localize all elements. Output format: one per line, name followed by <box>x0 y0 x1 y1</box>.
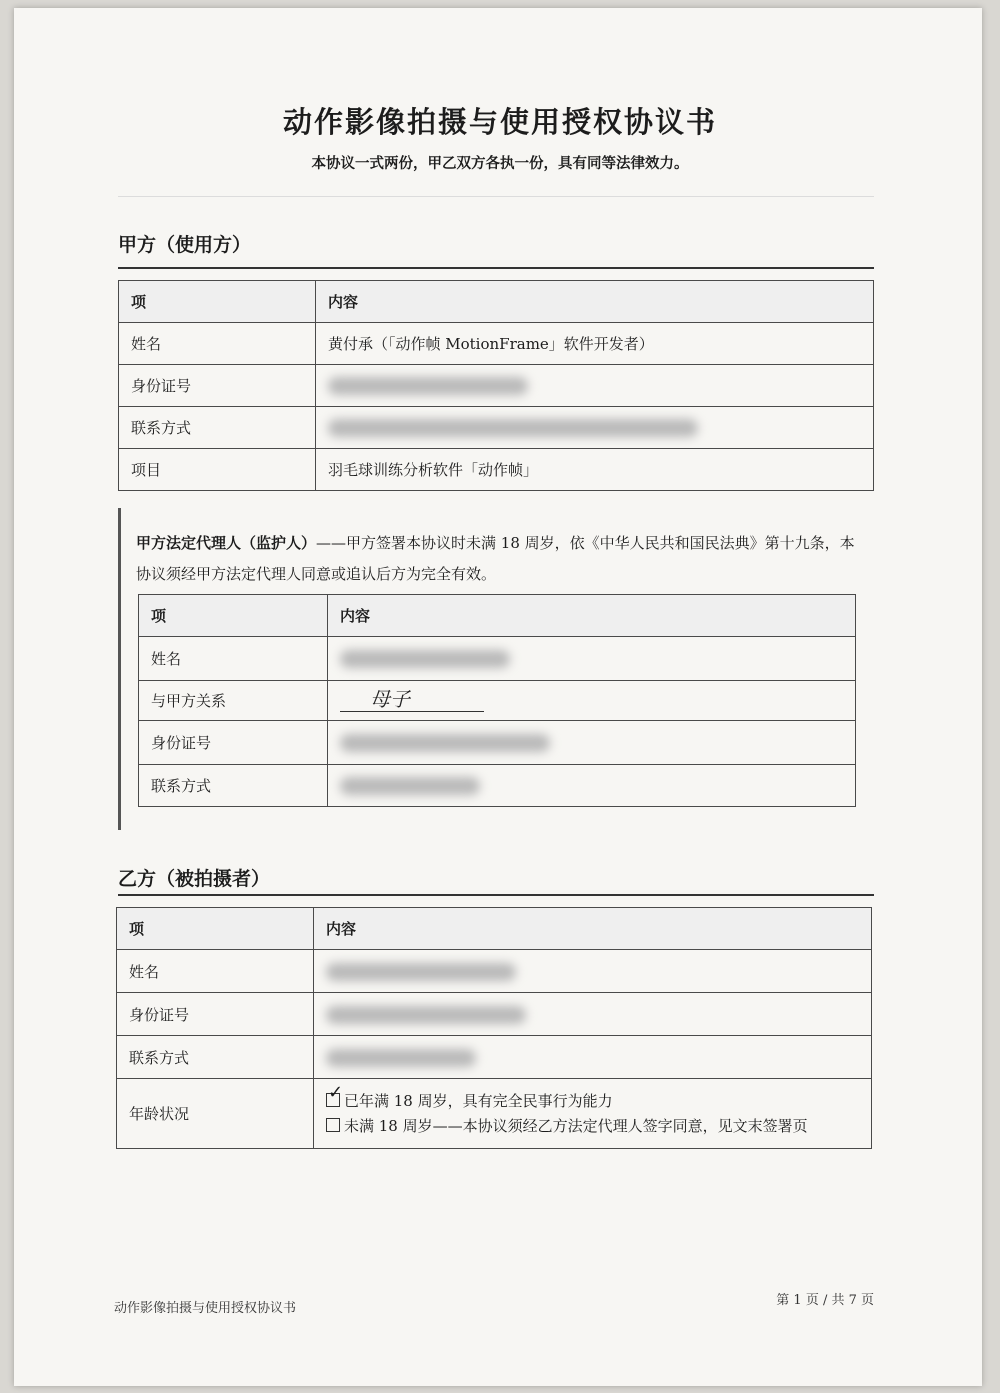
table-row <box>139 721 856 765</box>
redacted-id <box>314 993 872 1036</box>
row-value: 黄付承（「动作帧 MotionFrame」软件开发者） <box>316 323 874 365</box>
document-title: 动作影像拍摄与使用授权协议书 <box>282 105 717 139</box>
row-key: 姓名 <box>117 950 314 993</box>
checkbox-checked[interactable] <box>326 1081 344 1107</box>
header-value: 内容 <box>316 281 874 323</box>
header-value: 内容 <box>314 908 872 950</box>
redacted-contact <box>316 407 874 449</box>
row-key: 身份证号 <box>139 721 328 765</box>
party-a-heading: 甲方（使用方） <box>118 234 252 256</box>
party-b-rule <box>118 894 874 896</box>
checkbox-unchecked[interactable] <box>326 1118 340 1132</box>
row-key: 联系方式 <box>119 407 316 449</box>
title-divider <box>118 196 874 197</box>
guardian-note-bold: 甲方法定代理人（监护人） <box>136 534 317 552</box>
party-a-table <box>118 280 874 491</box>
row-key: 身份证号 <box>119 365 316 407</box>
guardian-table <box>138 594 856 807</box>
table-row <box>119 449 874 491</box>
row-value: 羽毛球训练分析软件「动作帧」 <box>316 449 874 491</box>
row-key: 身份证号 <box>117 993 314 1036</box>
party-a-rule <box>118 267 874 269</box>
table-row <box>119 365 874 407</box>
header-key: 项 <box>117 908 314 950</box>
age-option-minor[interactable]: 未满 18 周岁——本协议须经乙方法定代理人签字同意，见文末签署页 <box>326 1114 859 1139</box>
age-options <box>314 1079 872 1149</box>
table-row <box>119 323 874 365</box>
table-row <box>117 1036 872 1079</box>
header-value: 内容 <box>328 595 856 637</box>
guardian-note-text: ——甲方签署本协议时未满 18 周岁，依《中华人民共和国民法典》第十九条，本协议须经甲方法定代理人同意或追认后方为完全有效。 <box>136 534 855 583</box>
party-b-table <box>116 907 872 1149</box>
row-key: 与甲方关系 <box>139 681 328 721</box>
guardian-note <box>136 528 860 590</box>
table-header-row <box>139 595 856 637</box>
redacted-name <box>314 950 872 993</box>
row-key: 姓名 <box>119 323 316 365</box>
redacted-id <box>328 721 856 765</box>
table-row <box>117 950 872 993</box>
redacted-name <box>328 637 856 681</box>
handwritten-relation: 母子 <box>340 689 484 712</box>
header-key: 项 <box>119 281 316 323</box>
redacted-id <box>316 365 874 407</box>
table-row <box>119 407 874 449</box>
table-row <box>117 993 872 1036</box>
row-key: 联系方式 <box>139 765 328 807</box>
checkmark-icon: ✓ <box>328 1081 344 1103</box>
party-b-heading: 乙方（被拍摄者） <box>118 868 271 890</box>
redacted-contact <box>328 765 856 807</box>
table-row <box>139 681 856 721</box>
redacted-contact <box>314 1036 872 1079</box>
row-key: 姓名 <box>139 637 328 681</box>
table-row <box>139 765 856 807</box>
row-key: 联系方式 <box>117 1036 314 1079</box>
footer-title: 动作影像拍摄与使用授权协议书 <box>114 1301 297 1316</box>
table-row <box>117 1079 872 1149</box>
document-subtitle: 本协议一式两份，甲乙双方各执一份，具有同等法律效力。 <box>311 155 689 172</box>
table-header-row <box>117 908 872 950</box>
row-key: 项目 <box>119 449 316 491</box>
table-row <box>139 637 856 681</box>
table-header-row <box>119 281 874 323</box>
relation-value <box>328 681 856 721</box>
page-number: 第 1 页 / 共 7 页 <box>776 1293 874 1308</box>
age-option-adult[interactable]: ✓ 已年满 18 周岁，具有完全民事行为能力 <box>328 1081 613 1110</box>
header-key: 项 <box>139 595 328 637</box>
row-key: 年龄状况 <box>117 1079 314 1149</box>
